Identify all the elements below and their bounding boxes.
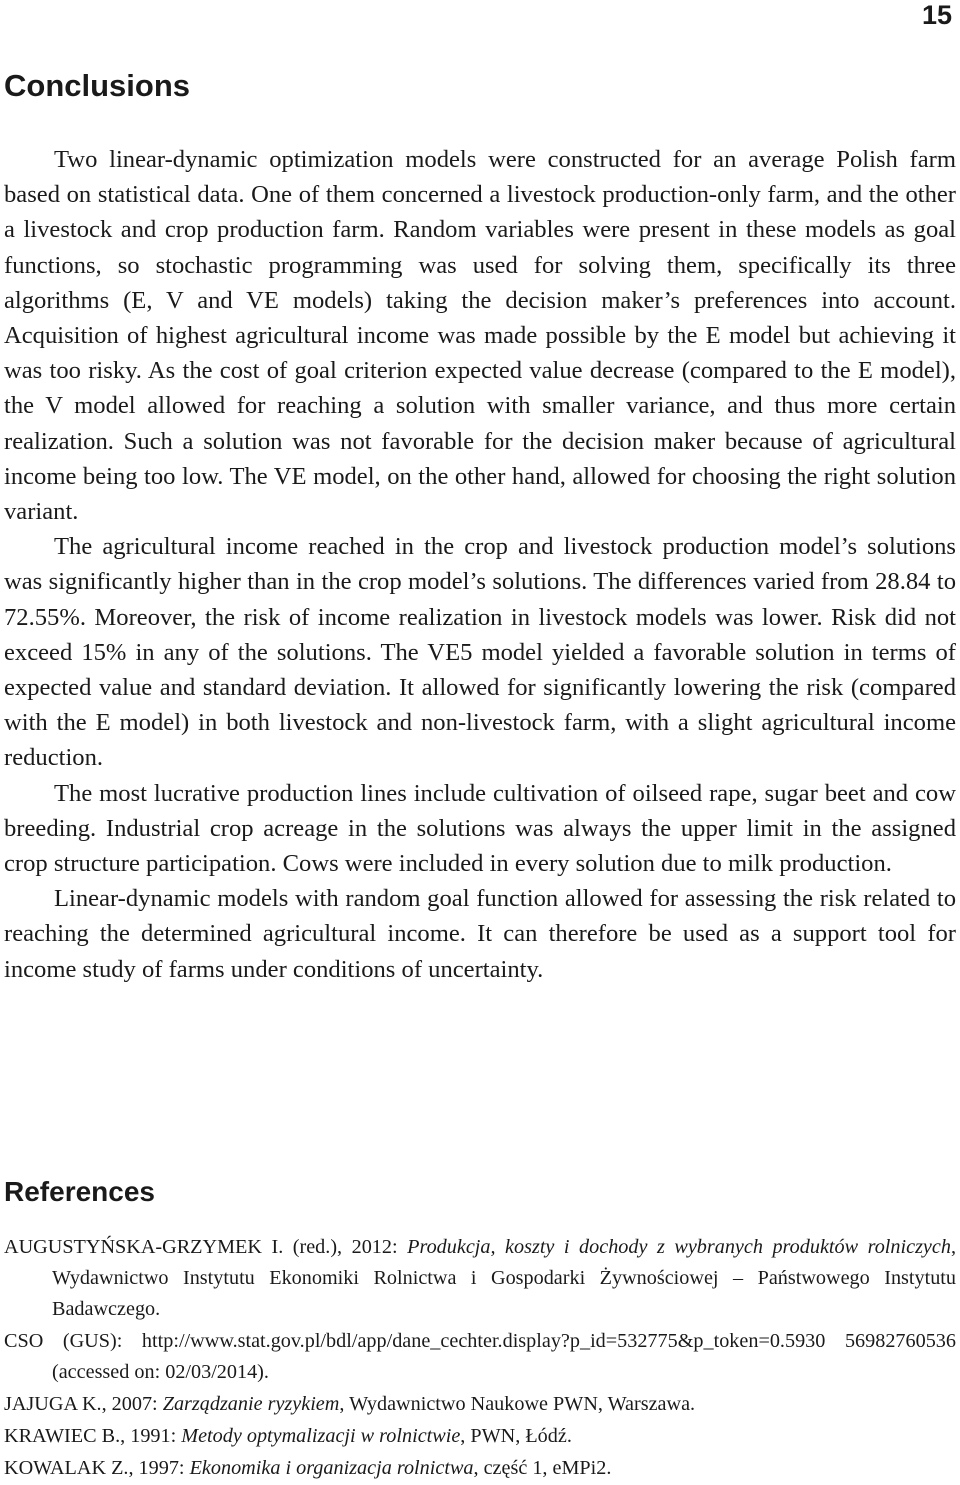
reference-title: Ekonomika i organizacja rolnictwa <box>189 1457 474 1479</box>
reference-author: JAJUGA K., 2007: <box>4 1393 163 1415</box>
reference-item <box>4 1453 956 1484</box>
reference-publisher: , Wydawnictwo Instytutu Ekonomiki Rolnictwa i Gospodarki Żywnościowej – Państwowego Instytutu Badawczego. <box>52 1236 956 1320</box>
reference-author: KRAWIEC B., 1991: <box>4 1425 182 1447</box>
page-number: 15 <box>921 0 952 30</box>
reference-publisher: , PWN, Łódź. <box>460 1425 572 1447</box>
reference-title: Produkcja, koszty i dochody z wybranych produktów rolniczych <box>407 1236 951 1258</box>
reference-title: Metody optymalizacji w rolnictwie <box>181 1425 461 1447</box>
reference-item <box>4 1232 956 1325</box>
conclusions-paragraph-3: The most lucrative production lines include cultivation of oilseed rape, sugar beet and cow breeding. Industrial crop acreage in the solutions was always the upper limit in the assigned crop structure participation. Cows were included in every solution due to milk production. <box>4 779 956 878</box>
reference-title: Zarządzanie ryzykiem <box>162 1393 340 1415</box>
references-list <box>4 1232 956 1485</box>
conclusions-paragraph-2: The agricultural income reached in the crop and livestock production model’s solutions was significantly higher than in the crop model’s solutions. The differences varied from 28.84 to 72.55%. Moreover, the risk of income realization in livestock models was lower. Risk did not exceed 15% in any of the solutions. The VE5 model yielded a favorable solution in terms of expected value and standard deviation. It allowed for significantly lowering the risk (compared with the E model) in both livestock and non-livestock farm, with a slight agricultural income reduction. <box>4 533 956 772</box>
references-heading: References <box>4 1176 155 1207</box>
reference-author: KOWALAK Z., 1997: <box>4 1457 190 1479</box>
reference-item <box>4 1389 956 1420</box>
conclusions-paragraph-4: Linear-dynamic models with random goal function allowed for assessing the risk related to reaching the determined agricultural income. It can therefore be used as a support tool for income study of farms under conditions of uncertainty. <box>4 885 956 983</box>
reference-publisher: , Wydawnictwo Naukowe PWN, Warszawa. <box>339 1393 696 1415</box>
conclusions-paragraph-1: Two linear-dynamic optimization models were constructed for an average Polish farm based on statistical data. One of them concerned a livestock production-only farm, and the other a livestock and crop production farm. Random variables were present in these models as goal functions, so stochastic programming was used for solving them, specifically its three algorithms (E, V and VE models) taking the decision maker’s preferences into account. Acquisition of highest agricultural income was made possible by the E model but achieving it was too risky. As the cost of goal criterion expected value decrease (compared to the E model), the V model allowed for reaching a solution with smaller variance, and thus more certain realization. Such a solution was not favorable for the decision maker because of agricultural income being too low. The VE model, on the other hand, allowed for choosing the right solution variant. <box>4 146 956 526</box>
reference-item <box>4 1421 956 1452</box>
reference-publisher: , część 1, eMPi2. <box>473 1457 612 1479</box>
reference-item <box>4 1326 956 1388</box>
conclusions-body <box>4 142 956 987</box>
reference-author: AUGUSTYŃSKA-GRZYMEK I. (red.), 2012: <box>4 1236 408 1258</box>
conclusions-heading: Conclusions <box>4 68 191 103</box>
reference-author: CSO (GUS): http://www.stat.gov.pl/bdl/app/dane_cechter.display?p_id=532775&p_token=0.5930 56982760536 (accessed on: 02/03/2014). <box>4 1330 956 1383</box>
